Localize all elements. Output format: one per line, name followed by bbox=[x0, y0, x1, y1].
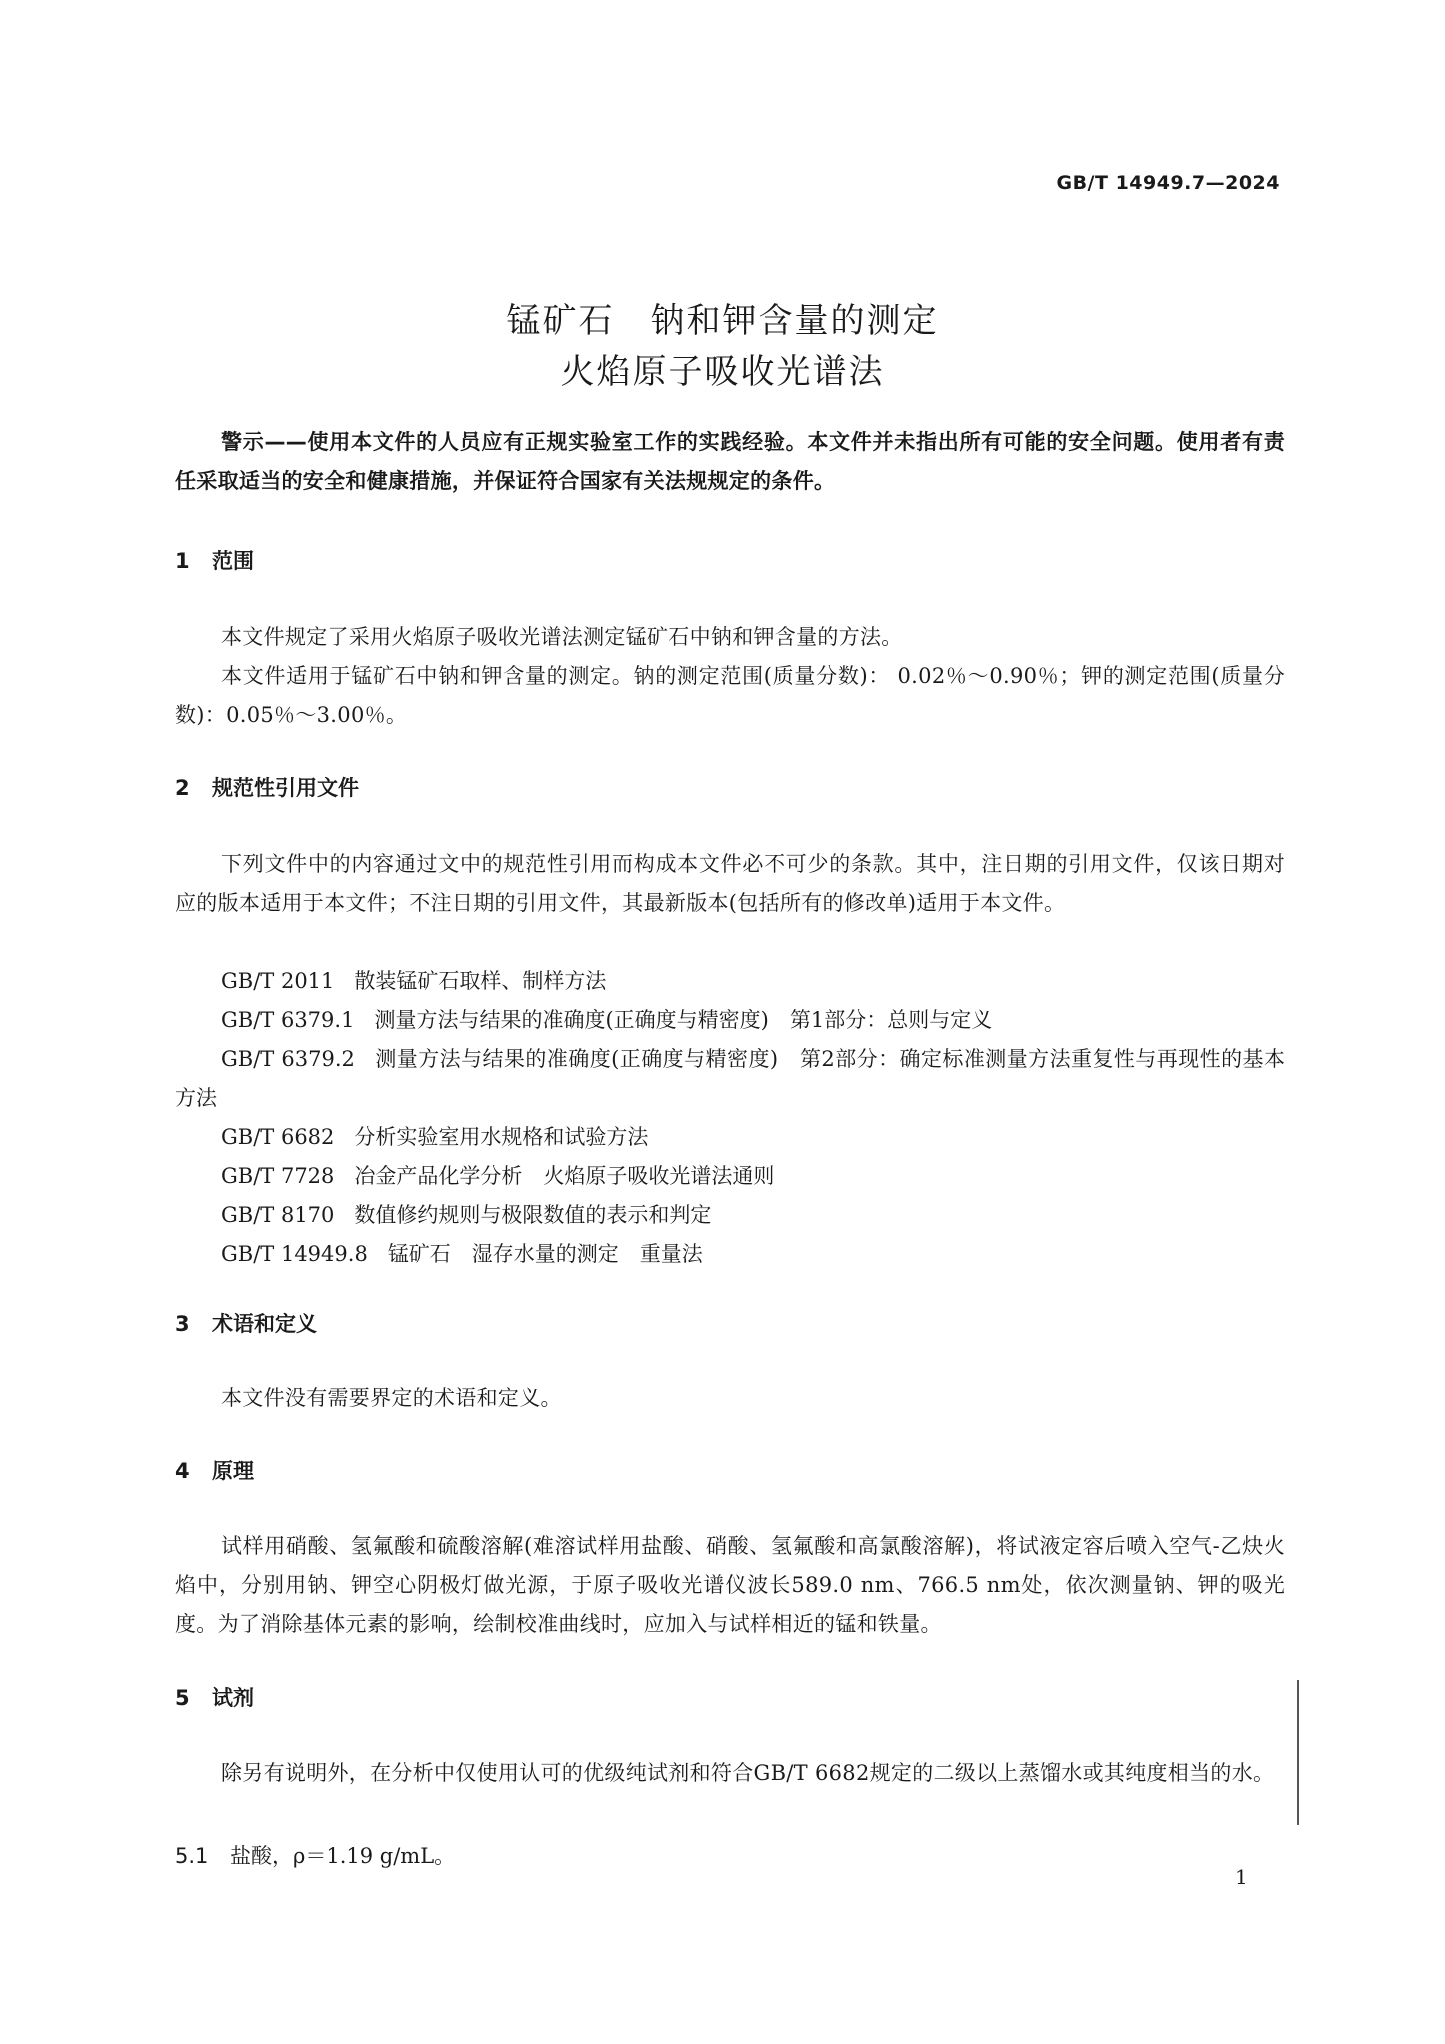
section-number: 5 bbox=[175, 1686, 190, 1710]
references-intro: 下列文件中的内容通过文中的规范性引用而构成本文件必不可少的条款。其中，注日期的引用文件，仅该日期对应的版本适用于本文件；不注日期的引用文件，其最新版本(包括所有的修改单)适用于本文件。 bbox=[175, 852, 1285, 915]
reference-name: 散装锰矿石取样、制样方法 bbox=[354, 969, 607, 993]
reference-item bbox=[221, 1118, 648, 1157]
section-1-heading bbox=[175, 545, 254, 575]
section-title: 术语和定义 bbox=[212, 1312, 317, 1336]
safety-warning: 警示——使用本文件的人员应有正规实验室工作的实践经验。本文件并未指出所有可能的安全问题。使用者有责任采取适当的安全和健康措施，并保证符合国家有关法规规定的条件。 bbox=[175, 430, 1285, 493]
reference-code: GB/T 6379.1 bbox=[221, 1008, 355, 1032]
reagents-paragraph: 除另有说明外，在分析中仅使用认可的优级纯试剂和符合GB/T 6682规定的二级以上蒸馏水或其纯度相当的水。 bbox=[221, 1761, 1275, 1785]
reference-name: 测量方法与结果的准确度(正确度与精密度) 第1部分：总则与定义 bbox=[374, 1008, 993, 1032]
reference-item bbox=[221, 1001, 992, 1040]
reference-name: 锰矿石 湿存水量的测定 重量法 bbox=[387, 1242, 703, 1266]
reference-item bbox=[221, 1235, 703, 1274]
terms-paragraph: 本文件没有需要界定的术语和定义。 bbox=[221, 1386, 562, 1410]
section-number: 2 bbox=[175, 776, 190, 800]
principle-paragraph: 试样用硝酸、氢氟酸和硫酸溶解(难溶试样用盐酸、硝酸、氢氟酸和高氯酸溶解)，将试液定容后喷入空气-乙炔火焰中，分别用钠、钾空心阴极灯做光源，于原子吸收光谱仪波长589.0 nm、766.5 nm处，依次测量钠、钾的吸光度。为了消除基体元素的影响，绘制校准曲线时，应加入与试样相近的锰和铁量。 bbox=[175, 1534, 1285, 1636]
reference-code: GB/T 7728 bbox=[221, 1164, 335, 1188]
section-number: 4 bbox=[175, 1459, 190, 1483]
section-title: 范围 bbox=[212, 549, 254, 573]
reference-item bbox=[221, 962, 606, 1001]
reference-name: 测量方法与结果的准确度(正确度与精密度) 第2部分：确定标准测量方法重复性与再现性的基本方法 bbox=[175, 1047, 1285, 1110]
reference-name: 冶金产品化学分析 火焰原子吸收光谱法通则 bbox=[354, 1164, 775, 1188]
reference-code: GB/T 6682 bbox=[221, 1125, 335, 1149]
section-number: 3 bbox=[175, 1312, 190, 1336]
scope-paragraph-2: 本文件适用于锰矿石中钠和钾含量的测定。钠的测定范围(质量分数)： 0.02％～0.90％；钾的测定范围(质量分数)：0.05％～3.00％。 bbox=[175, 664, 1285, 727]
page-number: 1 bbox=[1235, 1865, 1248, 1889]
reference-code: GB/T 8170 bbox=[221, 1203, 335, 1227]
document-subtitle: 火焰原子吸收光谱法 bbox=[560, 352, 885, 392]
reference-code: GB/T 14949.8 bbox=[221, 1242, 368, 1266]
section-title: 原理 bbox=[212, 1459, 254, 1483]
section-3-heading bbox=[175, 1308, 317, 1338]
reference-name: 分析实验室用水规格和试验方法 bbox=[354, 1125, 649, 1149]
standard-code: GB/T 14949.7—2024 bbox=[1056, 172, 1280, 194]
reference-item bbox=[175, 1040, 1285, 1118]
margin-change-bar bbox=[1297, 1680, 1299, 1825]
document-title: 锰矿石 钠和钾含量的测定 bbox=[506, 301, 939, 341]
section-5-heading bbox=[175, 1682, 254, 1712]
reference-item bbox=[221, 1157, 774, 1196]
reference-code: GB/T 6379.2 bbox=[221, 1047, 355, 1071]
subclause-text: 盐酸，ρ＝1.19 g/mL。 bbox=[230, 1844, 456, 1868]
reference-code: GB/T 2011 bbox=[221, 969, 335, 993]
reference-item bbox=[221, 1196, 711, 1235]
subclause-number: 5.1 bbox=[175, 1844, 209, 1868]
scope-paragraph-1: 本文件规定了采用火焰原子吸收光谱法测定锰矿石中钠和钾含量的方法。 bbox=[221, 625, 903, 649]
section-number: 1 bbox=[175, 549, 190, 573]
section-title: 试剂 bbox=[212, 1686, 254, 1710]
section-4-heading bbox=[175, 1455, 254, 1485]
reference-name: 数值修约规则与极限数值的表示和判定 bbox=[354, 1203, 712, 1227]
section-2-heading bbox=[175, 772, 359, 802]
subclause-5-1 bbox=[175, 1840, 455, 1870]
section-title: 规范性引用文件 bbox=[212, 776, 359, 800]
